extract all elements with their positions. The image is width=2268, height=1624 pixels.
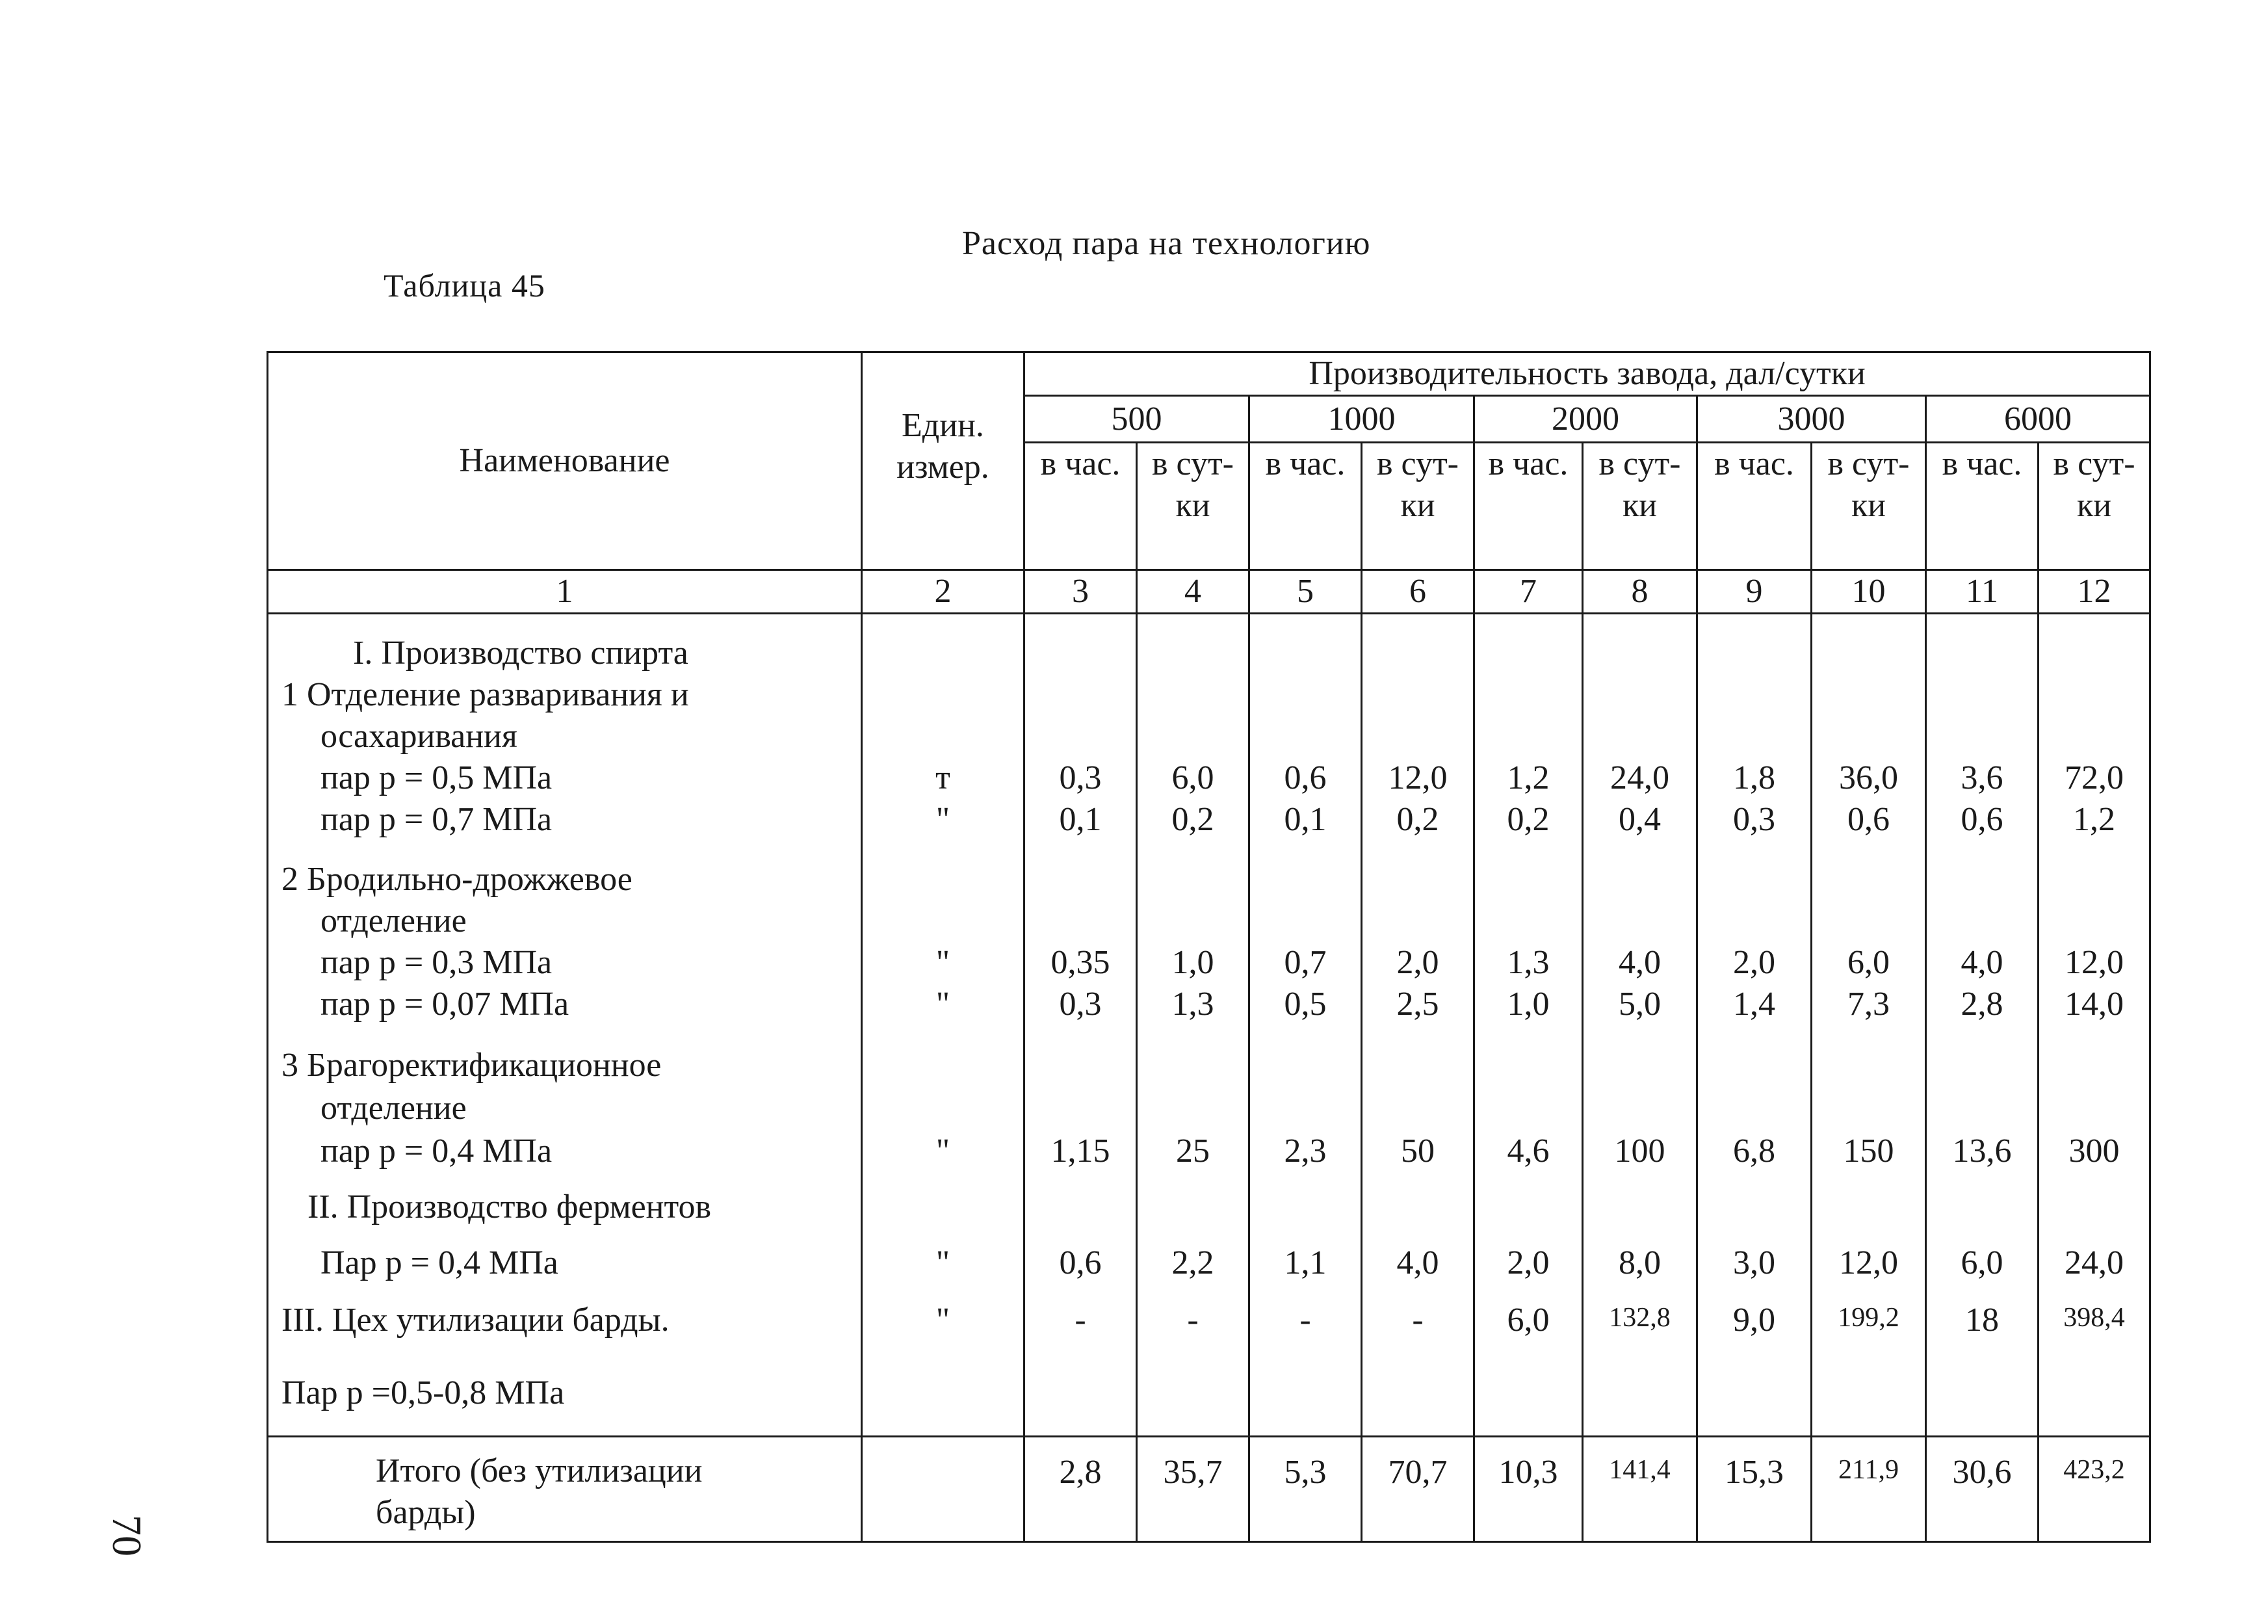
value-cell: 0,1	[1284, 801, 1327, 838]
value-cell: 398,4	[2063, 1303, 2125, 1333]
value-cell: 7,3	[1847, 986, 1890, 1023]
column-number: 4	[1137, 570, 1249, 614]
value-cell: 100	[1614, 1133, 1665, 1170]
column-number: 8	[1583, 570, 1697, 614]
header-per-day: в сут-ки	[1583, 443, 1697, 570]
header-per-hour: в час.	[1474, 443, 1583, 570]
value-cell: 1,8	[1733, 759, 1775, 796]
value-cell: 0,6	[1961, 801, 2003, 838]
value-column	[1583, 614, 1697, 1437]
value-column	[1697, 614, 1812, 1437]
value-cell: 3,6	[1961, 759, 2003, 796]
value-cell: 24,0	[2065, 1244, 2124, 1281]
header-per-hour: в час.	[1024, 443, 1137, 570]
total-cell	[1024, 1437, 1137, 1542]
value-cell: 0,3	[1733, 801, 1775, 838]
header-capacity-3000: 3000	[1697, 396, 1926, 443]
value-cell: 4,0	[1619, 944, 1661, 981]
value-cell: 72,0	[2065, 759, 2124, 796]
value-cell: 1,15	[1050, 1133, 1110, 1170]
column-number: 2	[862, 570, 1024, 614]
column-number: 9	[1697, 570, 1812, 614]
value-cell: 4,0	[1961, 944, 2003, 981]
value-cell: 0,7	[1284, 944, 1327, 981]
value-column	[1812, 614, 1926, 1437]
value-cell: 6,0	[1507, 1302, 1550, 1339]
value-cell: 2,0	[1396, 944, 1439, 981]
section-title: 3 Брагоректификационное	[281, 1047, 662, 1084]
column-number: 12	[2039, 570, 2150, 614]
value-column	[1249, 614, 1362, 1437]
value-cell: 132,8	[1609, 1303, 1671, 1333]
row-label: пар р = 0,07 МПа	[320, 986, 569, 1023]
total-cell	[2039, 1437, 2150, 1542]
value-cell: 1,3	[1171, 986, 1214, 1023]
header-capacity: Производительность завода, дал/сутки	[1024, 352, 2150, 396]
section-title: I. Производство спирта	[353, 635, 688, 672]
table-caption: Таблица 45	[384, 267, 545, 304]
unit-cell: "	[935, 986, 950, 1023]
header-per-hour: в час.	[1697, 443, 1812, 570]
value-cell: 1,4	[1733, 986, 1775, 1023]
value-cell: 25	[1176, 1133, 1210, 1170]
value-cell: 2,5	[1396, 986, 1439, 1023]
value-cell: 8,0	[1619, 1244, 1661, 1281]
value-cell: 12,0	[1839, 1244, 1898, 1281]
value-cell: -	[1299, 1302, 1311, 1339]
total-value: 5,3	[1284, 1454, 1327, 1491]
table-title: Расход пара на технологию	[962, 225, 1371, 262]
unit-cell: т	[935, 759, 950, 796]
value-cell: 0,2	[1396, 801, 1439, 838]
value-cell: 2,0	[1507, 1244, 1550, 1281]
value-column	[2039, 614, 2150, 1437]
value-cell: 2,2	[1171, 1244, 1214, 1281]
value-column	[1137, 614, 1249, 1437]
column-number: 5	[1249, 570, 1362, 614]
unit-cell: "	[935, 944, 950, 981]
unit-cell: "	[935, 1244, 950, 1281]
value-cell: 2,3	[1284, 1133, 1327, 1170]
header-capacity-6000: 6000	[1926, 396, 2150, 443]
header-capacity-1000: 1000	[1249, 396, 1474, 443]
section-title: 1 Отделение разваривания и	[281, 676, 689, 713]
value-cell: 12,0	[1388, 759, 1448, 796]
value-cell: 0,6	[1059, 1244, 1102, 1281]
section-title: III. Цех утилизации барды.	[281, 1302, 670, 1339]
section-title: 2 Бродильно-дрожжевое	[281, 861, 632, 898]
header-name: Наименование	[268, 352, 862, 570]
value-cell: 36,0	[1839, 759, 1898, 796]
column-number: 1	[268, 570, 862, 614]
total-cell	[1474, 1437, 1583, 1542]
value-cell: 6,8	[1733, 1133, 1775, 1170]
row-label: пар р = 0,7 МПа	[320, 801, 553, 838]
value-cell: 2,0	[1733, 944, 1775, 981]
value-cell: 300	[2068, 1133, 2120, 1170]
value-column	[1926, 614, 2039, 1437]
total-label-line: Итого (без утилизации	[376, 1452, 703, 1489]
value-cell: 6,0	[1847, 944, 1890, 981]
total-cell	[1583, 1437, 1697, 1542]
value-cell: -	[1075, 1302, 1086, 1339]
value-cell: 0,3	[1059, 986, 1102, 1023]
value-cell: 0,2	[1171, 801, 1214, 838]
section-title: отделение	[320, 902, 467, 939]
value-cell: 9,0	[1733, 1302, 1775, 1339]
total-cell	[1812, 1437, 1926, 1542]
value-cell: -	[1187, 1302, 1199, 1339]
column-number: 3	[1024, 570, 1137, 614]
value-cell: 0,6	[1847, 801, 1890, 838]
section-title: II. Производство ферментов	[307, 1188, 712, 1225]
value-cell: 0,2	[1507, 801, 1550, 838]
total-label-line: барды)	[376, 1494, 476, 1531]
row-label: пар р = 0,3 МПа	[320, 944, 553, 981]
row-label: Пар р = 0,4 МПа	[320, 1244, 558, 1281]
value-cell: 2,8	[1961, 986, 2003, 1023]
header-unit: Един. измер.	[862, 352, 1024, 570]
total-value: 35,7	[1163, 1454, 1223, 1491]
page-number: 70	[104, 1515, 150, 1556]
total-cell	[1362, 1437, 1474, 1542]
header-per-hour: в час.	[1249, 443, 1362, 570]
header-per-day: в сут-ки	[1812, 443, 1926, 570]
value-cell: -	[1412, 1302, 1424, 1339]
value-cell: 6,0	[1171, 759, 1214, 796]
value-cell: 12,0	[2065, 944, 2124, 981]
header-per-day: в сут-ки	[1137, 443, 1249, 570]
total-cell	[1137, 1437, 1249, 1542]
value-cell: 199,2	[1838, 1303, 1899, 1333]
value-cell: 18	[1965, 1302, 1999, 1339]
value-column	[1024, 614, 1137, 1437]
value-cell: 1,0	[1171, 944, 1214, 981]
value-cell: 24,0	[1610, 759, 1669, 796]
header-per-day: в сут-ки	[2039, 443, 2150, 570]
value-cell: 50	[1401, 1133, 1435, 1170]
header-capacity-500: 500	[1024, 396, 1249, 443]
name-column	[268, 614, 862, 1437]
total-cell	[1249, 1437, 1362, 1542]
value-cell: 5,0	[1619, 986, 1661, 1023]
unit-column	[862, 614, 1024, 1437]
value-cell: 14,0	[2065, 986, 2124, 1023]
column-number: 10	[1812, 570, 1926, 614]
total-value: 15,3	[1725, 1454, 1784, 1491]
value-cell: 0,3	[1059, 759, 1102, 796]
total-cell	[1697, 1437, 1812, 1542]
value-cell: 1,3	[1507, 944, 1550, 981]
value-cell: 4,6	[1507, 1133, 1550, 1170]
total-value: 423,2	[2063, 1455, 2125, 1485]
section-title: отделение	[320, 1090, 467, 1127]
total-label	[268, 1437, 862, 1542]
total-value: 141,4	[1609, 1455, 1671, 1485]
column-number: 7	[1474, 570, 1583, 614]
unit-cell: "	[935, 1133, 950, 1170]
total-value: 10,3	[1498, 1454, 1558, 1491]
total-cell	[1926, 1437, 2039, 1542]
value-cell: 1,2	[2073, 801, 2116, 838]
row-label: пар р = 0,4 МПа	[320, 1133, 553, 1170]
value-column	[1362, 614, 1474, 1437]
value-column	[1474, 614, 1583, 1437]
row-label: пар р = 0,5 МПа	[320, 759, 553, 796]
column-number: 6	[1362, 570, 1474, 614]
total-unit	[862, 1437, 1024, 1542]
total-value: 211,9	[1838, 1455, 1899, 1485]
unit-cell: "	[935, 1302, 950, 1339]
value-cell: 4,0	[1396, 1244, 1439, 1281]
value-cell: 3,0	[1733, 1244, 1775, 1281]
value-cell: 0,4	[1619, 801, 1661, 838]
unit-cell: "	[935, 801, 950, 838]
column-number: 11	[1926, 570, 2039, 614]
value-cell: 1,2	[1507, 759, 1550, 796]
header-capacity-2000: 2000	[1474, 396, 1697, 443]
value-cell: 6,0	[1961, 1244, 2003, 1281]
section-title: Пар р =0,5-0,8 МПа	[281, 1374, 565, 1411]
total-value: 2,8	[1059, 1454, 1102, 1491]
value-cell: 13,6	[1952, 1133, 2012, 1170]
value-cell: 150	[1843, 1133, 1894, 1170]
value-cell: 0,6	[1284, 759, 1327, 796]
header-per-day: в сут-ки	[1362, 443, 1474, 570]
value-cell: 0,35	[1050, 944, 1110, 981]
steam-consumption-table	[267, 351, 2151, 1543]
total-value: 70,7	[1388, 1454, 1448, 1491]
header-per-hour: в час.	[1926, 443, 2039, 570]
value-cell: 1,1	[1284, 1244, 1327, 1281]
section-title: осахаривания	[320, 718, 517, 755]
total-value: 30,6	[1952, 1454, 2012, 1491]
value-cell: 0,5	[1284, 986, 1327, 1023]
value-cell: 0,1	[1059, 801, 1102, 838]
value-cell: 1,0	[1507, 986, 1550, 1023]
